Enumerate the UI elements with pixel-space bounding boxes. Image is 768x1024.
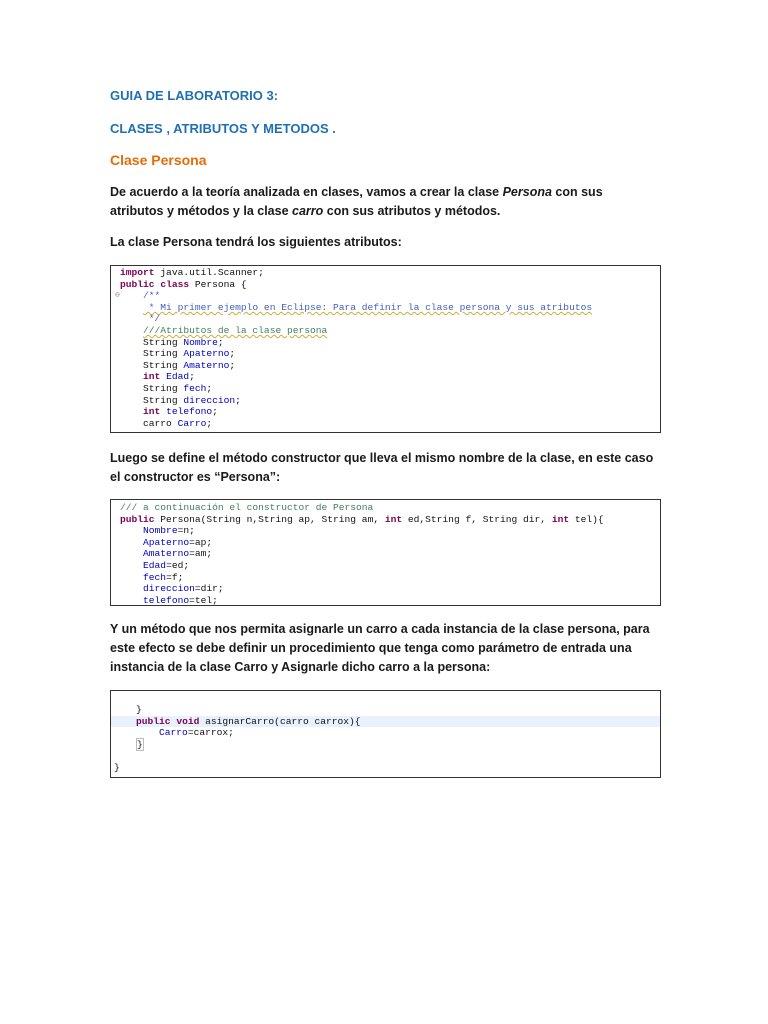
code-line: direccion=dir;	[143, 583, 224, 595]
code-line: String Apaterno;	[143, 348, 236, 360]
code-line	[111, 750, 660, 762]
code-line: int Edad;	[143, 371, 195, 383]
code-block-constructor	[110, 499, 661, 606]
code-line: }	[137, 738, 143, 750]
code-line: }	[136, 704, 142, 715]
code-line: Amaterno=am;	[143, 548, 213, 560]
code-line: * Mi primer ejemplo en Eclipse: Para definir la clase persona y sus atributos	[143, 301, 593, 313]
code-line: fech=f;	[143, 571, 184, 583]
topic-title: CLASES , ATRIBUTOS Y METODOS .	[110, 121, 336, 136]
code-line-highlighted: public void asignarCarro(carro carrox){	[111, 716, 660, 728]
code-line: String fech;	[143, 382, 213, 394]
code-line: */	[143, 313, 161, 325]
section-heading: Clase Persona	[110, 152, 207, 168]
code-line: int telefono;	[143, 406, 218, 418]
code-line: String Amaterno;	[143, 359, 236, 371]
code-line: /// a continuación el constructor de Persona	[120, 502, 374, 513]
code-line: ///Atributos de la clase persona	[143, 324, 328, 336]
code-line: String Nombre;	[143, 336, 224, 348]
code-block-method	[110, 690, 661, 778]
code-block-attributes	[110, 265, 661, 433]
method-intro-paragraph: Y un método que nos permita asignarle un carro a cada instancia de la clase persona, para este efecto se debe definir un procedimiento que tenga como parámetro de entrada una instancia de la clase Carro y Asignarle dicho carro a la persona:	[110, 622, 650, 674]
code-line: public class Persona {	[120, 278, 247, 290]
code-line: Nombre=n;	[143, 525, 195, 537]
fold-collapse-icon[interactable]: ⊖	[115, 291, 120, 300]
lab-guide-title: GUIA DE LABORATORIO 3:	[110, 88, 279, 103]
code-line: /**	[143, 290, 161, 302]
emphasis-carro: carro	[292, 204, 324, 218]
code-line: }	[114, 761, 120, 773]
intro-paragraph: De acuerdo a la teoría analizada en clases, vamos a crear la clase Persona con sus atributos y métodos y la clase carro con sus atributos y métodos.	[110, 185, 603, 218]
attributes-intro-paragraph: La clase Persona tendrá los siguientes atributos:	[110, 235, 402, 249]
code-line: Apaterno=ap;	[143, 536, 213, 548]
code-line: public Persona(String n,String ap, String am, int ed,String f, String dir, int tel){	[120, 513, 604, 525]
code-line: import java.util.Scanner;	[120, 267, 264, 278]
code-line: telefono=tel;	[143, 594, 218, 606]
code-line: String direccion;	[143, 394, 241, 406]
code-line: carro Carro;	[143, 417, 213, 429]
emphasis-persona: Persona	[502, 185, 552, 199]
code-line: Carro=carrox;	[159, 727, 234, 739]
constructor-intro-paragraph: Luego se define el método constructor que lleva el mismo nombre de la clase, en este caso el constructor es “Persona”:	[110, 451, 654, 484]
code-line: Edad=ed;	[143, 559, 190, 571]
